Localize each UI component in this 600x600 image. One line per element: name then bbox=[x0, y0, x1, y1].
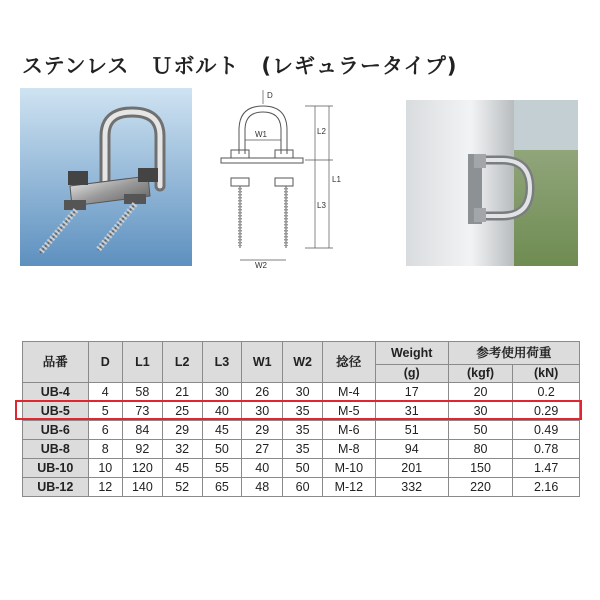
diagram-label-w2: W2 bbox=[255, 261, 267, 268]
cell-l2: 32 bbox=[162, 440, 202, 459]
cell-kgf: 80 bbox=[448, 440, 513, 459]
cell-kgf: 150 bbox=[448, 459, 513, 478]
cell-weight: 17 bbox=[375, 383, 448, 402]
table-row bbox=[23, 440, 580, 459]
cell-w1: 27 bbox=[242, 440, 283, 459]
header-d: D bbox=[88, 342, 122, 383]
cell-l1: 84 bbox=[122, 421, 162, 440]
cell-w1: 48 bbox=[242, 478, 283, 497]
cell-kgf: 20 bbox=[448, 383, 513, 402]
diagram-label-l1: L1 bbox=[332, 175, 341, 184]
table-header-row bbox=[23, 342, 580, 365]
cell-thread: M-5 bbox=[322, 402, 375, 421]
cell-weight: 51 bbox=[375, 421, 448, 440]
diagram-label-d: D bbox=[267, 91, 273, 100]
cell-kgf: 50 bbox=[448, 421, 513, 440]
cell-w2: 35 bbox=[283, 440, 323, 459]
cell-kn: 2.16 bbox=[513, 478, 580, 497]
table-row bbox=[23, 402, 580, 421]
cell-l1: 73 bbox=[122, 402, 162, 421]
cell-l2: 25 bbox=[162, 402, 202, 421]
header-l1: L1 bbox=[122, 342, 162, 383]
cell-l3: 55 bbox=[202, 459, 242, 478]
cell-kn: 0.2 bbox=[513, 383, 580, 402]
cell-d: 8 bbox=[88, 440, 122, 459]
cell-thread: M-8 bbox=[322, 440, 375, 459]
cell-d: 12 bbox=[88, 478, 122, 497]
cell-kn: 0.29 bbox=[513, 402, 580, 421]
cell-weight: 31 bbox=[375, 402, 448, 421]
cell-w2: 35 bbox=[283, 402, 323, 421]
header-weight-unit: (g) bbox=[375, 365, 448, 383]
cell-thread: M-12 bbox=[322, 478, 375, 497]
cell-l3: 40 bbox=[202, 402, 242, 421]
table-row bbox=[23, 478, 580, 497]
cell-model: UB-6 bbox=[23, 421, 89, 440]
cell-l1: 92 bbox=[122, 440, 162, 459]
cell-d: 6 bbox=[88, 421, 122, 440]
u-bolt-product-photo bbox=[20, 88, 192, 266]
header-w2: W2 bbox=[283, 342, 323, 383]
u-bolt-installed-photo bbox=[406, 100, 578, 266]
cell-weight: 201 bbox=[375, 459, 448, 478]
cell-w1: 26 bbox=[242, 383, 283, 402]
u-bolt-dimension-diagram bbox=[205, 88, 360, 268]
header-l3: L3 bbox=[202, 342, 242, 383]
cell-w2: 35 bbox=[283, 421, 323, 440]
cell-thread: M-10 bbox=[322, 459, 375, 478]
header-w1: W1 bbox=[242, 342, 283, 383]
cell-l1: 140 bbox=[122, 478, 162, 497]
cell-w2: 50 bbox=[283, 459, 323, 478]
cell-model: UB-4 bbox=[23, 383, 89, 402]
cell-kn: 0.78 bbox=[513, 440, 580, 459]
cell-l3: 50 bbox=[202, 440, 242, 459]
cell-l2: 52 bbox=[162, 478, 202, 497]
header-load-kgf: (kgf) bbox=[448, 365, 513, 383]
cell-w1: 30 bbox=[242, 402, 283, 421]
cell-model: UB-5 bbox=[23, 402, 89, 421]
table-row bbox=[23, 421, 580, 440]
cell-kgf: 30 bbox=[448, 402, 513, 421]
cell-w1: 40 bbox=[242, 459, 283, 478]
cell-w2: 30 bbox=[283, 383, 323, 402]
cell-l2: 21 bbox=[162, 383, 202, 402]
header-load: 参考使用荷重 bbox=[448, 342, 579, 365]
cell-w2: 60 bbox=[283, 478, 323, 497]
cell-w1: 29 bbox=[242, 421, 283, 440]
cell-l3: 45 bbox=[202, 421, 242, 440]
cell-d: 10 bbox=[88, 459, 122, 478]
cell-thread: M-6 bbox=[322, 421, 375, 440]
cell-l1: 58 bbox=[122, 383, 162, 402]
cell-kn: 1.47 bbox=[513, 459, 580, 478]
diagram-label-w1: W1 bbox=[255, 130, 267, 139]
cell-model: UB-12 bbox=[23, 478, 89, 497]
cell-d: 4 bbox=[88, 383, 122, 402]
table-row bbox=[23, 383, 580, 402]
page-title: ステンレス Ｕボルト (レギュラータイプ) bbox=[22, 54, 458, 78]
cell-model: UB-10 bbox=[23, 459, 89, 478]
cell-thread: M-4 bbox=[322, 383, 375, 402]
table-row bbox=[23, 459, 580, 478]
cell-weight: 332 bbox=[375, 478, 448, 497]
header-model: 品番 bbox=[23, 342, 89, 383]
cell-model: UB-8 bbox=[23, 440, 89, 459]
cell-l3: 65 bbox=[202, 478, 242, 497]
cell-l1: 120 bbox=[122, 459, 162, 478]
cell-l2: 45 bbox=[162, 459, 202, 478]
diagram-label-l3: L3 bbox=[317, 201, 326, 210]
cell-l2: 29 bbox=[162, 421, 202, 440]
cell-kn: 0.49 bbox=[513, 421, 580, 440]
header-l2: L2 bbox=[162, 342, 202, 383]
cell-kgf: 220 bbox=[448, 478, 513, 497]
header-load-kn: (kN) bbox=[513, 365, 580, 383]
header-weight: Weight bbox=[375, 342, 448, 365]
spec-table bbox=[22, 341, 580, 497]
cell-weight: 94 bbox=[375, 440, 448, 459]
diagram-label-l2: L2 bbox=[317, 127, 326, 136]
header-thread: 捻径 bbox=[322, 342, 375, 383]
cell-l3: 30 bbox=[202, 383, 242, 402]
cell-d: 5 bbox=[88, 402, 122, 421]
